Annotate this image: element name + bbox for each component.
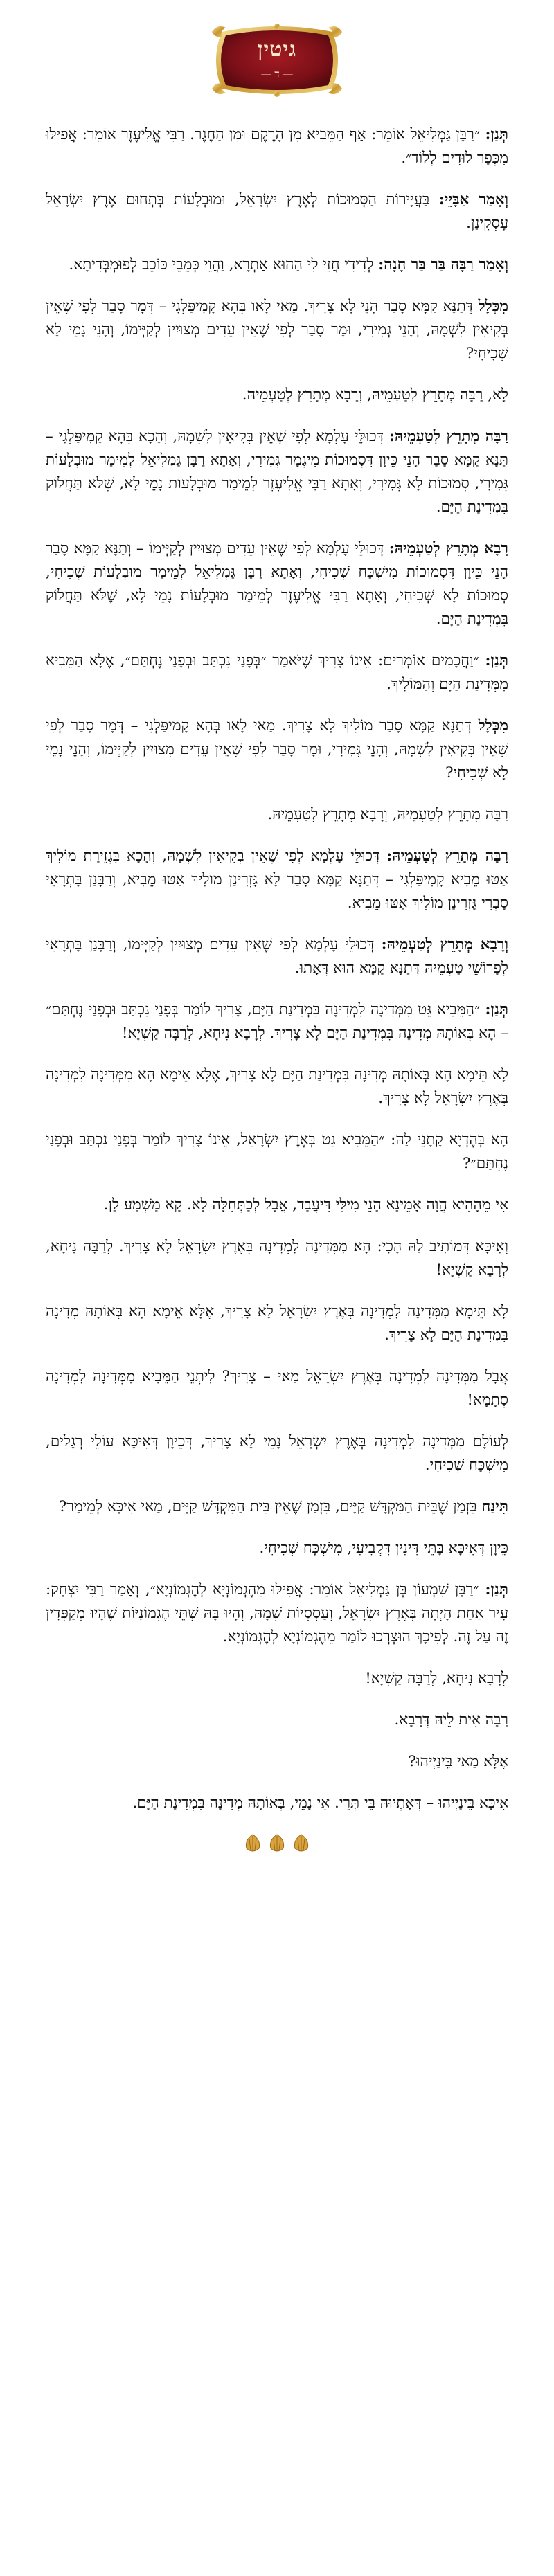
paragraph-body: דְּתַנָּא קַמָּא סָבַר מוֹלִיךְ לָא צָרִיךְ. מַאי לָאו בְּהָא קָמִיפַּלְגִי – דְּמָר סָבַר לְפִי שֶׁאֵין בְּקִיאִין לִשְׁמָהּ, וְהָנֵי גְּמִירִי, וּמָר סָבַר לְפִי שֶׁאֵין עֵדִים מְצוּיִין לְקַיְּימוֹ, וְהָנֵי נָמֵי לָא שְׁכִיחִי? — [46, 717, 508, 782]
text-paragraph — [46, 933, 508, 980]
paragraph-lead-word: תְּנַן: — [485, 652, 508, 669]
text-paragraph — [46, 1235, 508, 1282]
paragraph-lead-word: תִּינַח — [481, 1498, 508, 1515]
text-paragraph — [46, 1300, 508, 1347]
text-paragraph — [46, 1537, 508, 1560]
text-paragraph — [46, 425, 508, 519]
paragraph-lead-word: תְּנַן: — [485, 126, 508, 143]
text-body — [46, 123, 508, 1815]
daf-number: — ד — — [260, 68, 294, 80]
paragraph-body: בַּעֲיָירוֹת הַסְּמוּכוֹת לְאֶרֶץ יִשְׂרָאֵל, וּמוּבְלָעוֹת בְּתְחוּם אֶרֶץ יִשְׂרָאֵל עָסְקִינַן. — [46, 191, 508, 232]
paragraph-body: דְּכוּלֵּי עָלְמָא לְפִי שֶׁאֵין בְּקִיאִין לִשְׁמָהּ, וְהָכָא בְּהָא קָמִיפַּלְגִי – תַּנָּא קַמָּא סָבַר הָנֵי כֵּיוָן דִּסְמוּכוֹת מִיגְמָר גְּמִירִי, וְאָתָא רַבָּן גַּמְלִיאֵל לְמֵימַר מוּבְלָעוֹת גְּמִירִי, סְמוּכוֹת לָא גְּמִירִי, וְאָתָא רַבִּי אֱלִיעֶזֶר לְמֵימַר מוּבְלָעוֹת נָמֵי לָא, שֶׁלֹּא תַּחֲלוֹק בִּמְדִינַת הַיָּם. — [46, 428, 508, 516]
text-paragraph — [46, 1667, 508, 1691]
text-paragraph — [46, 123, 508, 170]
text-paragraph — [46, 295, 508, 366]
paragraph-body: אֶלָּא מַאי בֵּינַיְיהוּ? — [408, 1753, 508, 1770]
text-paragraph — [46, 1750, 508, 1774]
paragraph-body: לָא, רַבָּה מְתָרֵץ לְטַעְמֵיהּ, וְרָבָא מְתָרֵץ לְטַעְמֵיהּ. — [242, 386, 508, 404]
text-paragraph — [46, 998, 508, 1045]
text-paragraph — [46, 1709, 508, 1732]
paragraph-body: דְּתַנָּא קַמָּא סָבַר הָנֵי לָא צָרִיךְ. מַאי לָאו בְּהָא קָמִיפַּלְגִי – דְּמָר סָבַר לְפִי שֶׁאֵין בְּקִיאִין לִשְׁמָהּ, וְהָנֵי גְּמִירִי, וּמָר סָבַר לְפִי שֶׁאֵין עֵדִים מְצוּיִין לְקַיְּימוֹ, וְהָנֵי נָמֵי לָא שְׁכִיחִי? — [46, 298, 508, 362]
paragraph-body: אִי מֵהָהִיא הֲוָה אָמֵינָא הָנֵי מִילֵּי דִּיעֲבַד, אֲבָל לְכַתְּחִלָּה לָא. קָא מַשְׁמַע לַן. — [103, 1196, 508, 1214]
paragraph-lead-word: מִכְּלָל — [478, 717, 508, 735]
paragraph-body: ״וַחֲכָמִים אוֹמְרִים: אֵינוֹ צָרִיךְ שֶׁיֹּאמַר ״בְּפָנַי נִכְתַּב וּבְפָנַי נֶחְתַּם״, אֶלָּא הַמֵּבִיא מִמְּדִינַת הַיָּם וְהַמּוֹלִיךְ. — [46, 652, 508, 693]
paragraph-body: לְעוֹלָם מִמְּדִינָה לִמְדִינָה בְּאֶרֶץ יִשְׂרָאֵל נָמֵי לָא צָרִיךְ, דְּכֵיוָן דְּאִיכָּא עוֹלֵי רְגָלִים, מִישְׁכָּח שְׁכִיחִי. — [46, 1433, 508, 1474]
paragraph-body: דְּכוּלֵּי עָלְמָא לְפִי שֶׁאֵין עֵדִים מְצוּיִין לְקַיְּימוֹ, וְרַבָּנַן בָּתְרָאֵי לְפָרוֹשֵׁי טַעְמֵיהּ דְּתַנָּא קַמָּא הוּא דְּאָתוּ. — [46, 936, 508, 977]
paragraph-body: דְּכוּלֵּי עָלְמָא לְפִי שֶׁאֵין עֵדִים מְצוּיִין לְקַיְּימוֹ – וְתַנָּא קַמָּא סָבַר הָנֵי כֵּיוָן דִּסְמוּכוֹת מִישְׁכָּח שְׁכִיחִי, וְאָתָא רַבָּן גַּמְלִיאֵל לְמֵימַר מוּבְלָעוֹת שְׁכִיחִי, סְמוּכוֹת לָא שְׁכִיחִי, וְאָתָא רַבִּי אֱלִיעֶזֶר לְמֵימַר מוּבְלָעוֹת נָמֵי לָא, שֶׁלֹּא תַּחֲלוֹק בִּמְדִינַת הַיָּם. — [46, 540, 508, 628]
text-paragraph — [46, 1792, 508, 1815]
paragraph-body: דְּכוּלֵּי עָלְמָא לְפִי שֶׁאֵין בְּקִיאִין לִשְׁמָהּ, וְהָכָא בִּגְזֵירַת מוֹלִיךְ אַטּוּ מֵבִיא קָמִיפַּלְגִי – דְּתַנָּא קַמָּא סָבַר לָא גָּזְרִינַן מוֹלִיךְ אַטּוּ מֵבִיא, וְרַבָּנַן בָּתְרָאֵי סָבְרִי גָּזְרִינַן מוֹלִיךְ אַטּוּ מֵבִיא. — [46, 847, 508, 912]
text-paragraph — [46, 1063, 508, 1110]
paragraph-body: לָא תֵּימָא הָא בְּאוֹתָהּ מְדִינָה בִּמְדִינַת הַיָּם לָא צָרִיךְ, אֶלָּא אֵימָא הָא מִמְּדִינָה לִמְדִינָה בְּאֶרֶץ יִשְׂרָאֵל לָא צָרִיךְ. — [46, 1066, 508, 1107]
paragraph-lead-word: תְּנַן: — [485, 1001, 508, 1018]
paragraph-body: ״רַבָּן שִׁמְעוֹן בֶּן גַּמְלִיאֵל אוֹמֵר: אֲפִילּוּ מֵהֶגְמוֹנְיָא לְהֶגְמוֹנְיָא״, וְאָמַר רַבִּי יִצְחָק: עִיר אַחַת הָיְתָה בְּאֶרֶץ יִשְׂרָאֵל, וְעַסְסְיוֹת שְׁמָהּ, וְהָיוּ בָּהּ שְׁתֵּי הֶגְמוֹנִיּוֹת שֶׁהָיוּ מְקַפְּדִין זֶה עַל זֶה. לְפִיכָךְ הוּצְרְכוּ לוֹמַר מֵהֶגְמוֹנְיָא לְהֶגְמוֹנְיָא. — [46, 1581, 508, 1646]
text-paragraph — [46, 253, 508, 277]
paragraph-body: הָא בְּהֶדְיָא קָתָנֵי לַהּ: ״הַמֵּבִיא גֵּט בְּאֶרֶץ יִשְׂרָאֵל, אֵינוֹ צָרִיךְ לוֹמַר בְּפָנַי נִכְתַּב וּבְפָנַי נֶחְתַּם״? — [46, 1131, 508, 1172]
paragraph-body: אִיכָּא בֵּינַיְיהוּ – דְּאָתְיוּהּ בֵּי תְּרֵי. אִי נָמֵי, בְּאוֹתָהּ מְדִינָה בִּמְדִינַת הַיָּם. — [132, 1794, 508, 1812]
text-paragraph — [46, 1128, 508, 1176]
text-paragraph — [46, 714, 508, 785]
paragraph-lead-word: רַבָּה מְתָרֵץ לְטַעְמֵיהּ: — [388, 428, 508, 445]
paragraph-lead-word: רַבָּה מְתָרֵץ לְטַעְמֵיהּ: — [386, 847, 509, 865]
paragraph-body: לְרָבָא נִיחָא, לְרַבָּה קַשְׁיָא! — [365, 1670, 508, 1687]
shell-icon — [292, 1833, 310, 1854]
text-paragraph — [46, 803, 508, 827]
shell-icon — [244, 1833, 262, 1854]
text-paragraph — [46, 649, 508, 696]
paragraph-body: אֲבָל מִמְּדִינָה לִמְדִינָה בְּאֶרֶץ יִשְׂרָאֵל מַאי – צָרִיךְ? לִיתְנֵי הַמֵּבִיא מִמְּדִינָה לִמְדִינָה סְתָמָא! — [46, 1368, 508, 1409]
paragraph-lead-word: רָבָא מְתָרֵץ לְטַעְמֵיהּ: — [388, 540, 508, 557]
text-paragraph — [46, 537, 508, 631]
paragraph-body: רַבָּה מְתָרֵץ לְטַעְמֵיהּ, וְרָבָא מְתָרֵץ לְטַעְמֵיהּ. — [267, 806, 508, 823]
text-paragraph — [46, 384, 508, 407]
paragraph-lead-word: וְאָמַר רַבָּה בַּר בַּר חָנָה: — [378, 256, 508, 273]
text-paragraph — [46, 1365, 508, 1412]
paragraph-body: ״רַבָּן גַּמְלִיאֵל אוֹמֵר: אַף הַמֵּבִיא מִן הָרֶקֶם וּמִן הַחֶגֶר. רַבִּי אֱלִיעֶזֶר אוֹמֵר: אֲפִילּוּ מִכְּפַר לוּדִים לְלוֹד״. — [46, 126, 508, 167]
text-paragraph — [46, 1578, 508, 1649]
text-paragraph — [46, 188, 508, 235]
text-paragraph — [46, 1495, 508, 1519]
shell-icon — [268, 1833, 286, 1854]
paragraph-lead-word: וְאָמַר אַבָּיֵי: — [438, 191, 509, 208]
paragraph-body: לָא תֵּימָא מִמְּדִינָה לִמְדִינָה בְּאֶרֶץ יִשְׂרָאֵל לָא צָרִיךְ, אֶלָּא אֵימָא הָא בְּאוֹתָהּ מְדִינָה בִּמְדִינַת הַיָּם לָא צָרִיךְ. — [46, 1303, 508, 1344]
paragraph-body: ״הַמֵּבִיא גֵּט מִמְּדִינָה לִמְדִינָה בִּמְדִינַת הַיָּם, צָרִיךְ לוֹמַר בְּפָנַי נִכְתַּב וּבְפָנַי נֶחְתַּם״ – הָא בְּאוֹתָהּ מְדִינָה בִּמְדִינַת הַיָּם לָא צָרִיךְ. לְרָבָא נִיחָא, לְרַבָּה קַשְׁיָא! — [46, 1001, 508, 1042]
paragraph-lead-word: וְרָבָא מְתָרֵץ לְטַעְמֵיהּ: — [381, 936, 508, 953]
tractate-header — [208, 22, 346, 98]
paragraph-lead-word: תְּנַן: — [485, 1581, 508, 1598]
paragraph-body: בִּזְמַן שֶׁבֵּית הַמִּקְדָּשׁ קַיָּים, בִּזְמַן שֶׁאֵין בֵּית הַמִּקְדָּשׁ קַיָּים, מַאי אִיכָּא לְמֵימַר? — [58, 1498, 482, 1515]
text-paragraph — [46, 1430, 508, 1477]
paragraph-body: כֵּיוָן דְּאִיכָּא בָּתֵּי דִּינִין דִּקְבִיעִי, מִישְׁכָּח שְׁכִיחִי. — [259, 1540, 508, 1557]
tractate-title: גיטין — [257, 37, 297, 62]
paragraph-body: וְאִיכָּא דְּמוֹתִיב לַהּ הָכִי: הָא מִמְּדִינָה לִמְדִינָה בְּאֶרֶץ יִשְׂרָאֵל לָא צָרִיךְ. לְרַבָּה נִיחָא, לְרָבָא קַשְׁיָא! — [46, 1238, 508, 1279]
paragraph-body: רַבָּה אִית לֵיהּ דְּרָבָא. — [394, 1711, 508, 1729]
paragraph-body: לְדִידִי חֲזֵי לִי הַהוּא אַתְרָא, וַהֲוֵי כְּמֵבֵי כּוֹכֵב לְפוּמְבְּדִיתָא. — [69, 256, 379, 273]
footer-ornament — [0, 1833, 554, 1861]
text-paragraph — [46, 1194, 508, 1217]
text-paragraph — [46, 845, 508, 915]
paragraph-lead-word: מִכְּלָל — [478, 298, 508, 315]
